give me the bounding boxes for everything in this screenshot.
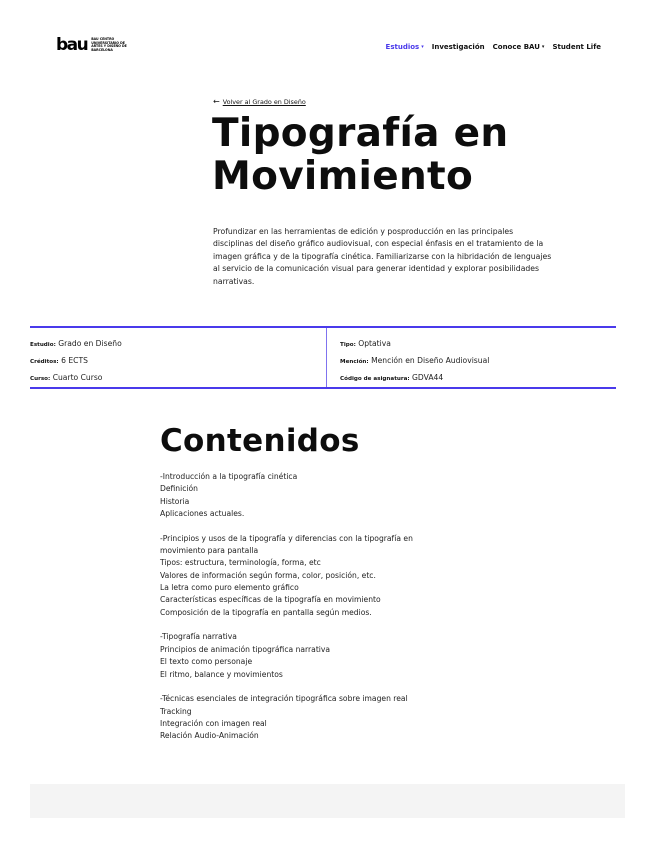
info-key: Mención: (340, 359, 369, 366)
contents-line: El texto como personaje (160, 657, 253, 667)
site-header (0, 0, 655, 80)
info-creditos (30, 353, 326, 370)
contents-line: -Principios y usos de la tipografía y diferencias con la tipografía en (160, 533, 413, 543)
logo-subtitle: BAU CENTRO UNIVERSITARIO DE ARTES Y DISEÑO DE BARCELONA (91, 37, 127, 52)
contents-line: El ritmo, balance y movimientos (160, 669, 283, 679)
contents-line: La letra como puro elemento gráfico (160, 583, 299, 593)
info-key: Estudio: (30, 342, 56, 348)
info-key: Código de asignatura: (340, 376, 410, 383)
bau-logo[interactable] (56, 35, 127, 56)
contents-line: -Técnicas esenciales de integración tipográfica sobre imagen real (160, 694, 408, 704)
nav-label: Conoce BAU (492, 43, 540, 51)
contents-section (160, 693, 460, 742)
nav-item-conoce-bau[interactable] (493, 43, 545, 51)
info-mencion (340, 353, 489, 370)
contents-line: Definición (160, 484, 198, 494)
info-key: Tipo: (340, 342, 356, 348)
course-intro: Profundizar en las herramientas de edición y posproducción en las principales disciplinas del diseño gráfico audiovisual, con especial énfasis en el tratamiento de la imagen gráfica y de la tipografía cinética. Familiarizarse con la hibridación de lenguajes al servicio de la comunicación visual para generar identidad y explorar posibilidades narrativas. (213, 227, 552, 286)
info-curso (30, 370, 326, 387)
nav-label: Investigación (431, 43, 485, 51)
main-nav (386, 43, 601, 51)
contents-heading: Contenidos (160, 423, 360, 459)
contents-section (160, 533, 460, 619)
nav-item-investigacion[interactable] (432, 43, 485, 51)
back-to-grado-link[interactable] (213, 98, 306, 106)
contents-list (160, 471, 460, 755)
logo-mark: bau (56, 35, 88, 56)
contents-line: -Tipografía narrativa (160, 632, 237, 642)
info-key: Curso: (30, 376, 51, 383)
footer-placeholder (30, 784, 625, 818)
contents-line: Tipos: estructura, terminología, forma, etc (160, 558, 321, 568)
contents-line: Relación Audio-Animación (160, 731, 259, 741)
info-key: Créditos: (30, 359, 59, 366)
info-value: Cuarto Curso (52, 373, 103, 383)
info-value: Grado en Diseño (58, 339, 122, 348)
contents-line: -Introducción a la tipografía cinética (160, 472, 298, 481)
info-column-right (327, 328, 489, 387)
info-codigo (340, 370, 489, 387)
contents-line: Valores de información según forma, color, posición, etc. (160, 570, 376, 580)
contents-section (160, 631, 460, 680)
chevron-down-icon: ▾ (421, 44, 424, 50)
contents-line: Principios de animación tipográfica narrativa (160, 644, 331, 654)
contents-line: Composición de la tipografía en pantalla según medios. (160, 607, 372, 617)
nav-label: Student Life (552, 43, 601, 51)
nav-item-estudios[interactable] (386, 43, 424, 51)
arrow-left-icon: ← (213, 97, 220, 106)
info-value: GDVA44 (412, 373, 444, 383)
contents-line: Tracking (160, 706, 192, 716)
page-title: Tipografía en Movimiento (212, 111, 509, 199)
info-column-left (30, 328, 327, 387)
nav-label: Estudios (385, 43, 420, 51)
contents-line: Historia (160, 496, 190, 506)
info-tipo (340, 336, 489, 353)
contents-line: Aplicaciones actuales. (160, 509, 245, 519)
course-info-band (30, 326, 616, 389)
chevron-down-icon: ▾ (541, 44, 545, 50)
contents-line: Integración con imagen real (160, 718, 267, 728)
contents-line: Características específicas de la tipografía en movimiento (160, 595, 381, 605)
contents-line: movimiento para pantalla (160, 546, 259, 556)
contents-section (160, 471, 460, 520)
info-value: 6 ECTS (61, 356, 88, 366)
nav-item-student-life[interactable] (552, 43, 601, 51)
info-estudio (30, 336, 326, 353)
info-value: Optativa (358, 339, 391, 348)
back-link-label: Volver al Grado en Diseño (222, 98, 306, 106)
info-value: Mención en Diseño Audiovisual (371, 356, 490, 366)
